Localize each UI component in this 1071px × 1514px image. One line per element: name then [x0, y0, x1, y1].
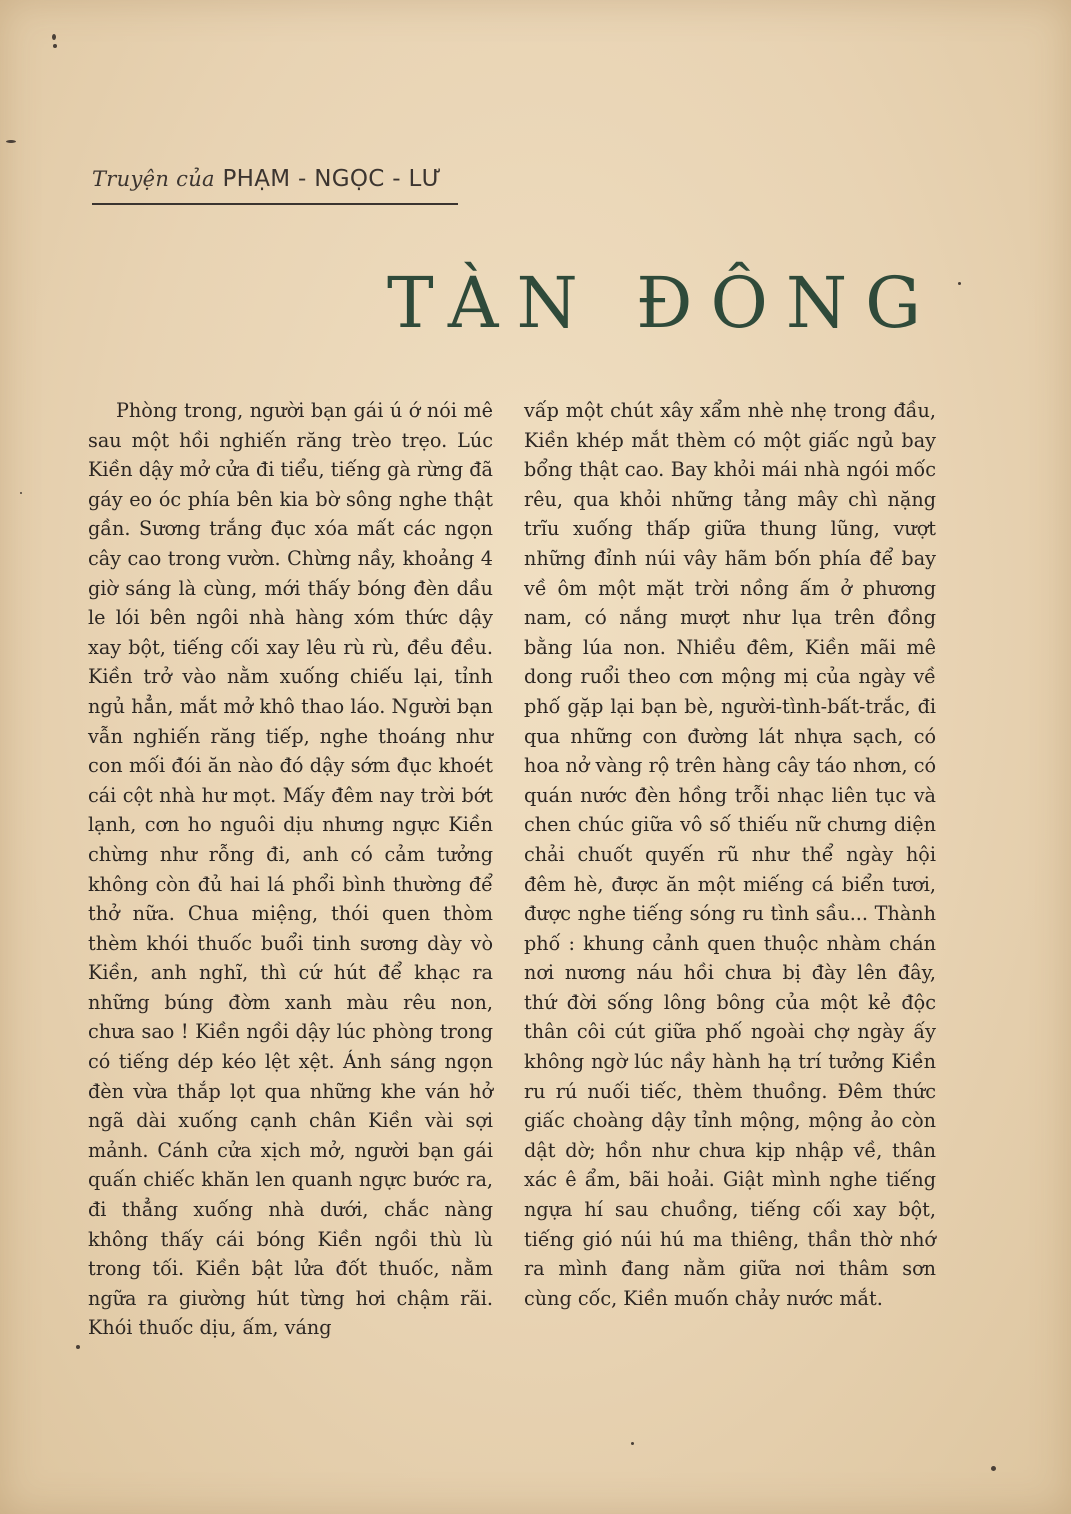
byline-prefix: Truyện của: [92, 167, 215, 191]
byline-underline: [92, 203, 458, 205]
author-name: PHẠM - NGỌC - LƯ: [222, 166, 442, 192]
story-title: TÀN ĐÔNG: [387, 262, 939, 344]
column-left-text: Phòng trong, người bạn gái ú ớ nói mê sau một hồi nghiến răng trèo trẹo. Lúc Kiền dậy mở cửa đi tiểu, tiếng gà rừng đã gáy eo óc phía bên kia bờ sông nghe thật gần. Sương trắng đục xóa mất các ngọn cây cao trong vườn. Chừng nầy, khoảng 4 giờ sáng là cùng, mới thấy bóng đèn dầu le lói bên ngôi nhà hàng xóm thức dậy xay bột, tiếng cối xay lêu rù rù, đều đều. Kiền trở vào nằm xuống chiếu lại, tỉnh ngủ hẳn, mắt mở khô thao láo. Người bạn vẫn nghiến răng tiếp, nghe thoáng như con mối đói ăn nào đó dậy sớm đục khoét cái cột nhà hư mọt. Mấy đêm nay trời bớt lạnh, cơn ho nguôi dịu nhưng ngực Kiền chừng như rỗng đi, anh có cảm tưởng không còn đủ hai lá phổi bình thường để thở nữa. Chua miệng, thói quen thòm thèm khói thuốc buổi tinh sương dày vò Kiền, anh nghĩ, thì cứ hút để khạc ra những búng đờm xanh màu rêu non, chưa sao ! Kiền ngồi dậy lúc phòng trong có tiếng dép kéo lệt xệt. Ánh sáng ngọn đèn vừa thắp lọt qua những khe ván hở ngã dài xuống cạnh chân Kiền vài sợi mảnh. Cánh cửa xịch mở, người bạn gái quấn chiếc khăn len quanh ngực bước ra, đi thẳng xuống nhà dưới, chắc nàng không thấy cái bóng Kiền ngồi thù lù trong tối. Kiền bật lửa đốt thuốc, nằm ngữa ra giường hút từng hơi chậm rãi. Khói thuốc dịu, ấm, váng: [88, 399, 493, 1340]
text-column-right: [524, 396, 936, 1313]
text-column-left: [88, 396, 493, 1343]
column-right-text: vấp một chút xây xẩm nhè nhẹ trong đầu, Kiền khép mắt thèm có một giấc ngủ bay bổng thật cao. Bay khỏi mái nhà ngói mốc rêu, qua khỏi những tảng mây chì nặng trĩu xuống thấp giữa thung lũng, vượt những đỉnh núi vây hãm bốn phía để bay về ôm một mặt trời nồng ấm ở phương nam, có nắng mượt như lụa trên đồng bằng lúa non. Nhiều đêm, Kiền mãi mê dong ruổi theo cơn mộng mị của ngày về phố gặp lại bạn bè, người-tình-bất-trắc, đi qua những con đường lát nhựa sạch, có hoa nở vàng rộ trên hàng cây táo nhơn, có quán nước đèn hồng trỗi nhạc liên tục và chen chúc giữa vô số thiếu nữ chưng diện chải chuốt quyến rũ như thể ngày hội đêm hè, được ăn một miếng cá biển tươi, được nghe tiếng sóng ru tình sầu... Thành phố : khung cảnh quen thuộc nhàm chán nơi nương náu hồi chưa bị đày lên đây, thứ đời sống lông bông của một kẻ độc thân côi cút giữa phố ngoài chợ ngày ấy không ngờ lúc nầy hành hạ trí tưởng Kiền ru rú nuối tiếc, thèm thuồng. Đêm thức giấc choàng dậy tỉnh mộng, mộng ảo còn dật dờ; hồn như chưa kịp nhập về, thân xác ê ẩm, bãi hoải. Giật mình nghe tiếng ngựa hí sau chuồng, tiếng cối xay bột, tiếng gió núi hú ma thiêng, thần thờ nhớ ra mình đang nằm giữa nơi thâm sơn cùng cốc, Kiền muốn chảy nước mắt.: [524, 399, 936, 1310]
byline: [92, 166, 442, 192]
